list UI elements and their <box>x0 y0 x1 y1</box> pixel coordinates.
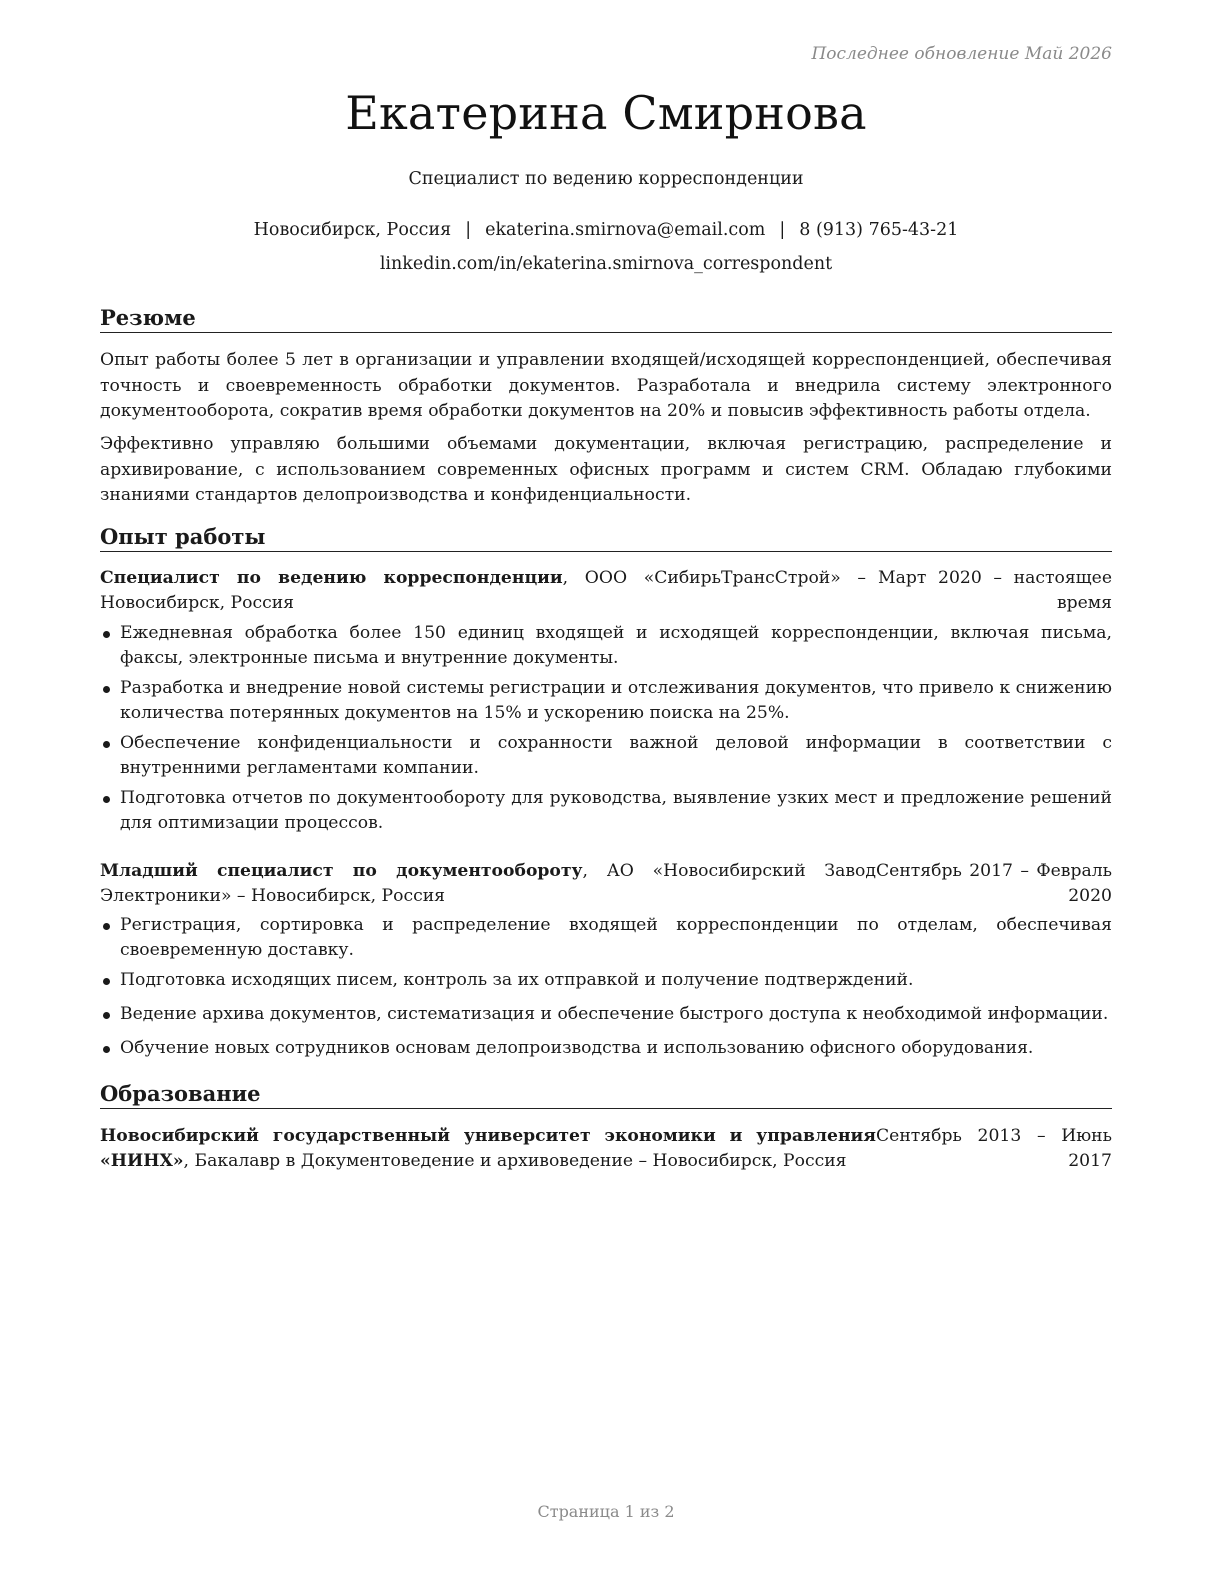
job-company: , АО «Новосибирский Завод Электроники» – Новосибирск, Россия <box>100 861 876 906</box>
education-dates: Сентябрь 2013 – Июнь 2017 <box>876 1126 1112 1171</box>
page-number: Страница 1 из 2 <box>537 1502 675 1521</box>
section-title-education: Образование <box>100 1081 1112 1109</box>
candidate-title: Специалист по ведению корреспонденции <box>408 169 804 189</box>
education-line <box>100 1124 876 1174</box>
location: Новосибирск, Россия <box>253 220 452 240</box>
summary-paragraph: Эффективно управляю большими объемами документации, включая регистрацию, распределение и архивирование, с использованием современных офисных программ и систем CRM. Обладаю глубокими знаниями стандартов делопроизводства и конфиденциальности. <box>100 434 1112 505</box>
list-item: Регистрация, сортировка и распределение входящей корреспонденции по отделам, обеспечивая своевременную доставку. <box>100 913 1112 963</box>
phone: 8 (913) 765-43-21 <box>799 220 959 240</box>
job-position: Младший специалист по документообороту <box>100 861 583 881</box>
email-link[interactable]: ekaterina.smirnova@email.com <box>485 220 766 240</box>
list-item: Обеспечение конфиденциальности и сохранности важной деловой информации в соответствии с внутренними регламентами компании. <box>100 731 1112 781</box>
list-item: Разработка и внедрение новой системы регистрации и отслеживания документов, что привело к снижению количества потерянных документов на 15% и ускорению поиска на 25%. <box>100 676 1112 726</box>
section-title-experience: Опыт работы <box>100 524 1112 552</box>
linkedin-link[interactable]: linkedin.com/in/ekaterina.smirnova_correspondent <box>379 254 833 274</box>
list-item: Подготовка отчетов по документообороту для руководства, выявление узких мест и предложение решений для оптимизации процессов. <box>100 786 1112 836</box>
job-position: Специалист по ведению корреспонденции <box>100 568 563 588</box>
section-title-summary: Резюме <box>100 305 1112 333</box>
contact-line <box>100 220 1112 240</box>
institution-name: Новосибирский государственный университет экономики и управления «НИНХ» <box>100 1126 876 1171</box>
job-dates: Март 2020 – настоящее время <box>878 568 1112 613</box>
job-company: , ООО «СибирьТрансСтрой» – Новосибирск, Россия <box>100 568 867 613</box>
list-item: Подготовка исходящих писем, контроль за их отправкой и получение подтверждений. <box>100 968 1112 993</box>
job-title-line <box>100 859 876 909</box>
job-bullets <box>100 621 1112 836</box>
degree-details: , Бакалавр в Документоведение и архивоведение – Новосибирск, Россия <box>183 1151 847 1171</box>
summary-paragraph: Опыт работы более 5 лет в организации и управлении входящей/исходящей корреспонденцией, обеспечивая точность и своевременность обработки документов. Разработала и внедрила систему электронного документооборота, сократив время обработки документов на 20% и повысив эффективность работы отдела. <box>100 350 1112 421</box>
list-item: Обучение новых сотрудников основам делопроизводства и использованию офисного оборудования. <box>100 1036 1112 1061</box>
job-bullets <box>100 913 1112 1061</box>
job-title-line <box>100 566 866 616</box>
last-updated: Последнее обновление Май 2026 <box>811 44 1112 64</box>
list-item: Ежедневная обработка более 150 единиц входящей и исходящей корреспонденции, включая письма, факсы, электронные письма и внутренние документы. <box>100 621 1112 671</box>
list-item: Ведение архива документов, систематизация и обеспечение быстрого доступа к необходимой информации. <box>100 1002 1112 1027</box>
separator: | <box>779 220 786 240</box>
resume-page <box>100 0 1112 1584</box>
separator: | <box>465 220 472 240</box>
candidate-name: Екатерина Смирнова <box>345 86 867 140</box>
job-dates: Сентябрь 2017 – Февраль 2020 <box>876 861 1112 906</box>
